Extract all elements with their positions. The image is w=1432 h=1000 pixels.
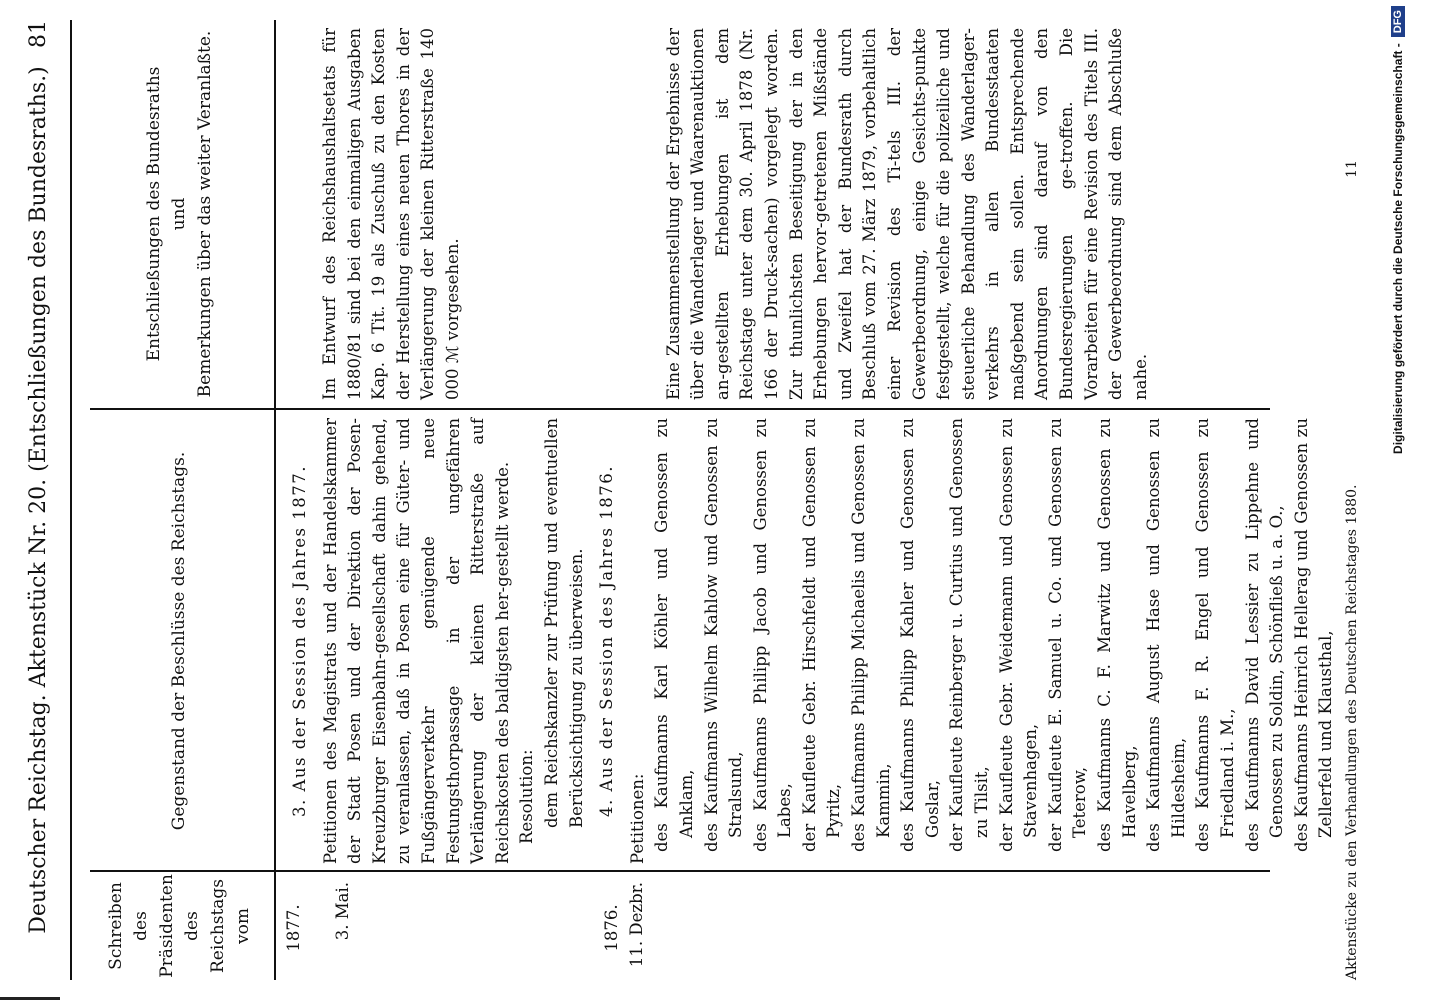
- running-head: [20, 20, 70, 980]
- entry1-resolution-label: Resolution:: [517, 749, 537, 844]
- decision-header-line-1: Entschließungen des Bundesraths: [143, 66, 164, 362]
- entry1-decision: Im Entwurf des Reichshaushaltsetats für 1880/81 sind bei den einmaligen Ausgaben Kap. 6 Tit. 19 als Zuschuß zu den Kosten der Herstellung eines neuen Thores in der Verlängerung der kleinen Ritterstraße 140 000 ℳ vorgesehen.: [320, 28, 462, 400]
- petition-item: des Kaufmanns Philipp Jacob und Genossen zu Labes,: [750, 418, 795, 852]
- petition-item: des Kaufmanns Philipp Michaelis und Genossen zu Kammin,: [849, 418, 893, 852]
- entry1-section-heading: 3. Aus der Session des Jahres 1877.: [290, 465, 309, 818]
- subject-column-header: [90, 410, 270, 872]
- page-number: 81: [26, 20, 51, 48]
- footer-signature: 11: [1344, 160, 1360, 178]
- petition-item: des Kaufmanns Wilhelm Kahlow und Genossen zu Stralsund,: [701, 418, 746, 852]
- digitization-note-text: Digitalisierung gefördert durch die Deutsche Forschungsgemeinschaft -: [1391, 43, 1405, 454]
- entry2-year: 1876.: [602, 904, 622, 952]
- digitization-margin-note: [1378, 6, 1418, 994]
- entry1-resolution-text: dem Reichskanzler zur Prüfung und eventuellen Berücksichtigung zu überweisen.: [541, 418, 586, 828]
- entry2-date: 11. Dezbr.: [626, 882, 646, 968]
- date-header-text: Schreiben des Präsidenten des Reichstags vom: [105, 874, 253, 978]
- entry2-petitions-label: Petitionen:: [627, 773, 647, 864]
- document-page: [20, 20, 1380, 980]
- entry1-date: 3. Mai.: [332, 882, 352, 941]
- decision-column: [282, 28, 1310, 400]
- date-column: [282, 876, 1310, 980]
- decision-header-line-3: Bemerkungen über das weiter Veranlaßte.: [194, 30, 215, 398]
- petition-item: des Kaufmanns Karl Köhler und Genossen zu Anklam,: [652, 418, 696, 852]
- decision-header-line-2: und: [169, 197, 190, 231]
- subject-header-text: Gegenstand der Beschlüsse des Reichstags.: [169, 451, 190, 831]
- entry2-section-heading: 4. Aus der Session des Jahres 1876.: [597, 465, 617, 818]
- entry2-decision: Eine Zusammenstellung der Ergebnisse der über die Wanderlager und Waarenauktionen an-gestellten Erhebungen ist dem Reichstage unter dem 30. April 1878 (Nr. 166 der Druck-sachen) vorgelegt worden. Zur thunlichsten Beseitigung der in den Erhebungen hervor-getretenen Mißstände und Zweifel hat der Bundesrath durch Beschluß vom 27. März 1879, vorbehaltlich einer Revision des Ti-tels III. der Gewerbeordnung, einige Gesichts-punkte festgestellt, welche für die polizeiliche und steuerliche Behandlung des Wanderlager-verkehrs in allen Bundesstaaten maßgebend sein sollen. Entsprechende Anordnungen sind darauf von den Bundesregierungen ge-troffen. Die Vorarbeiten für eine Revision des Titels III. der Gewerbeordnung sind dem Abschluße nahe.: [663, 28, 1150, 400]
- petition-item: der Kaufleute Gebr. Weidemann und Genossen zu Stavenhagen,: [996, 418, 1041, 852]
- petition-item: des Kaufmanns David Lessier zu Lippehne und Genossen zu Soldin, Schönfließ u. a. O.,: [1242, 418, 1287, 852]
- footer-source-note: Aktenstücke zu den Verhandlungen des Deutschen Reichstages 1880.: [1344, 484, 1360, 980]
- subject-column: [282, 418, 1336, 864]
- petition-item: des Kaufmanns August Hase und Genossen zu Hildesheim,: [1144, 418, 1188, 852]
- petition-item: der Kaufleute Reinberger u. Curtius und Genossen zu Tilsit,: [947, 418, 992, 852]
- dfg-logo: DFG: [1391, 6, 1405, 37]
- petition-item: des Kaufmanns Heinrich Hellerag und Genossen zu Zellerfeld und Klausthal,: [1291, 418, 1336, 852]
- header-rule: [274, 20, 276, 980]
- entry1-year: 1877.: [284, 904, 303, 952]
- date-column-header: [90, 872, 270, 980]
- top-rule: [70, 20, 72, 980]
- petition-item: der Kaufleute E. Samuel u. Co. und Genossen zu Teterow,: [1045, 418, 1090, 852]
- entry1-subject: Petitionen des Magistrats und der Handelskammer der Stadt Posen und der Direktion der Posen-Kreuzburger Eisenbahn-gesellschaft dahin gehend, zu veranlassen, daß in Posen eine für Güter- und Fußgängerverkehr genügende neue Festungsthorpassage in der ungefähren Verlängerung der kleinen Ritterstraße auf Reichskosten des baldigsten her-gestellt werde.: [320, 418, 512, 864]
- decision-column-header: [90, 20, 270, 408]
- petition-item: des Kaufmanns C. F. Marwitz und Genossen zu Havelberg,: [1095, 418, 1139, 852]
- petition-item: der Kaufleute Gebr. Hirschfeldt und Genossen zu Pyritz,: [799, 418, 844, 852]
- petition-item: des Kaufmanns Philipp Kahler und Genossen zu Goslar,: [898, 418, 942, 852]
- petition-item: des Kaufmanns F. R. Engel und Genossen zu Friedland i. M.,: [1193, 418, 1237, 852]
- running-head-title: Deutscher Reichstag. Aktenstück Nr. 20. (Entschließungen des Bundesraths.): [26, 66, 51, 934]
